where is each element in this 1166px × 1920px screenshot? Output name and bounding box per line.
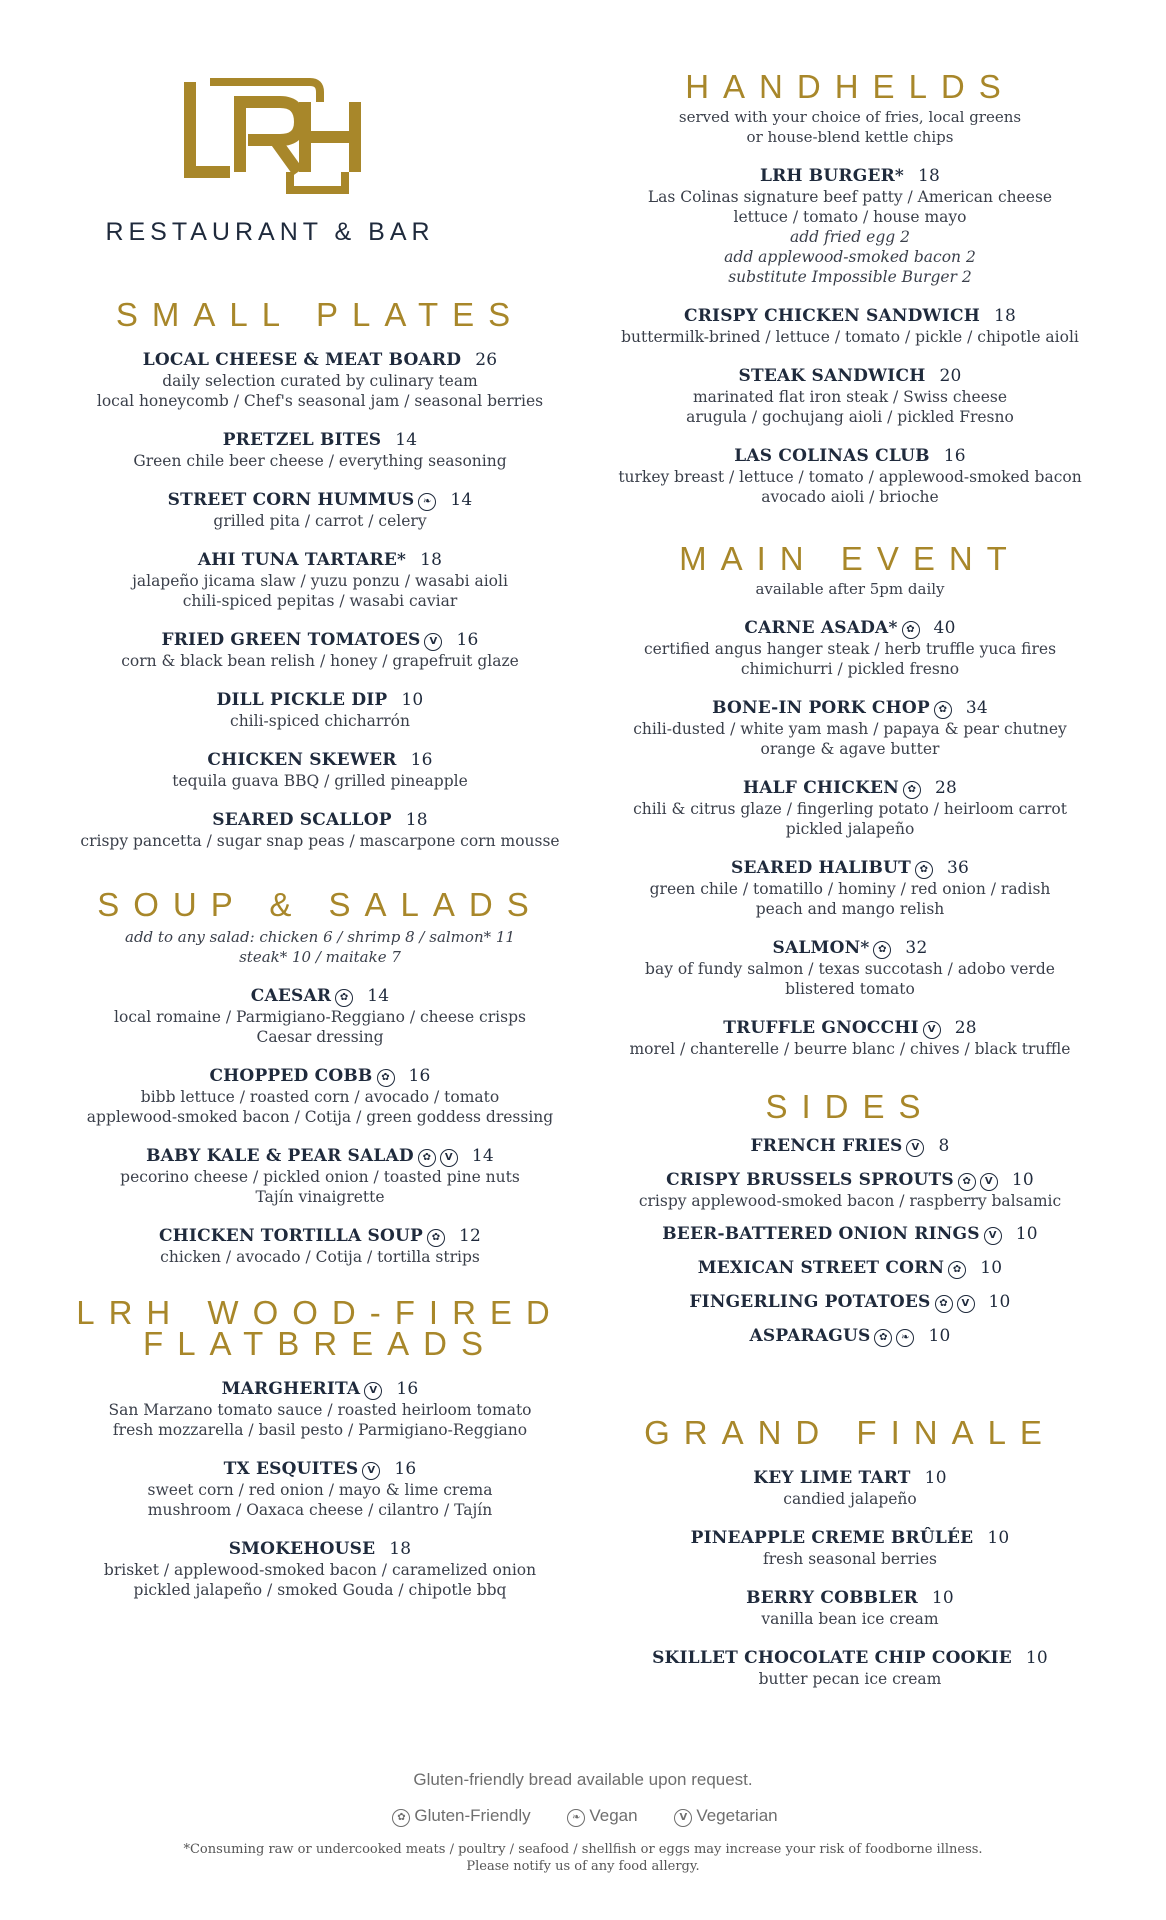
legend-vegetarian-label: Vegetarian bbox=[696, 1806, 778, 1825]
menu-item-description: chicken / avocado / Cotija / tortilla strips bbox=[160, 1248, 480, 1266]
menu-item-header bbox=[600, 1257, 1100, 1279]
menu-item-price: 10 bbox=[924, 1468, 947, 1488]
vegetarian-icon: V bbox=[424, 633, 442, 651]
menu-item-name: STEAK SANDWICH bbox=[738, 366, 926, 386]
menu-item-description: local honeycomb / Chef's seasonal jam / seasonal berries bbox=[96, 392, 544, 410]
gluten-friendly-icon: ✿ bbox=[915, 861, 933, 879]
menu-item-description: jalapeño jicama slaw / yuzu ponzu / wasabi aioli bbox=[132, 572, 508, 590]
menu-item bbox=[60, 985, 580, 1047]
menu-item-description: avocado aioli / brioche bbox=[761, 488, 939, 506]
menu-item-name: PINEAPPLE CREME BRÛLÉE bbox=[690, 1528, 974, 1548]
legend-gf-label: Gluten-Friendly bbox=[414, 1806, 531, 1825]
menu-item bbox=[600, 365, 1100, 427]
menu-item-header bbox=[60, 629, 580, 651]
menu-item-header bbox=[600, 1169, 1100, 1191]
vegetarian-icon: V bbox=[957, 1295, 975, 1313]
main-event-title: MAIN EVENT bbox=[679, 540, 1021, 577]
menu-item-name: SMOKEHOUSE bbox=[228, 1539, 376, 1559]
menu-item-description: chili-spiced pepitas / wasabi caviar bbox=[182, 592, 458, 610]
menu-item-description: tequila guava BBQ / grilled pineapple bbox=[172, 772, 468, 790]
menu-item-description: Las Colinas signature beef patty / American cheese bbox=[647, 188, 1053, 206]
menu-item-description: pickled jalapeño / smoked Gouda / chipotle bbq bbox=[133, 1581, 507, 1599]
allergy-notice: Please notify us of any food allergy. bbox=[466, 1859, 700, 1874]
menu-item-price: 20 bbox=[939, 366, 962, 386]
menu-item-description: peach and mango relish bbox=[755, 900, 945, 918]
vegetarian-icon: V bbox=[980, 1173, 998, 1191]
menu-item-header bbox=[60, 1225, 580, 1247]
menu-item-name: CHOPPED COBB bbox=[209, 1066, 373, 1086]
menu-item bbox=[600, 1291, 1100, 1313]
menu-item-name: SEARED SCALLOP bbox=[212, 810, 392, 830]
menu-item bbox=[600, 857, 1100, 919]
menu-item-addon: add fried egg 2 bbox=[790, 228, 910, 246]
menu-item bbox=[600, 1325, 1100, 1347]
vegetarian-icon: V bbox=[364, 1382, 382, 1400]
gluten-friendly-icon: ✿ bbox=[902, 621, 920, 639]
menu-item-header bbox=[600, 697, 1100, 719]
flatbreads-section bbox=[60, 1296, 580, 1600]
menu-item-header bbox=[60, 985, 580, 1007]
menu-item-description: San Marzano tomato sauce / roasted heirloom tomato bbox=[108, 1401, 532, 1419]
menu-item-price: 12 bbox=[459, 1226, 482, 1246]
menu-item-price: 10 bbox=[931, 1588, 954, 1608]
menu-item-name: CHICKEN SKEWER bbox=[207, 750, 397, 770]
menu-item-name: CHICKEN TORTILLA SOUP bbox=[158, 1226, 424, 1246]
menu-item-header bbox=[60, 549, 580, 571]
menu-item-description: pickled jalapeño bbox=[785, 820, 915, 838]
vegetarian-icon: V bbox=[923, 1021, 941, 1039]
handhelds-sub-1: served with your choice of fries, local greens bbox=[678, 108, 1022, 126]
menu-item-name: CRISPY BRUSSELS SPROUTS bbox=[666, 1170, 954, 1190]
main-event-list bbox=[600, 617, 1100, 1059]
menu-item-price: 18 bbox=[420, 550, 443, 570]
menu-item-name: LRH BURGER* bbox=[759, 166, 905, 186]
menu-item-name: SALMON* bbox=[772, 938, 870, 958]
menu-item bbox=[60, 1378, 580, 1440]
menu-item bbox=[60, 1145, 580, 1207]
grand-finale-list bbox=[600, 1467, 1100, 1689]
menu-item-header bbox=[60, 1378, 580, 1400]
menu-item-header bbox=[60, 349, 580, 371]
menu-item-header bbox=[600, 1467, 1100, 1489]
legend-vegetarian bbox=[670, 1806, 777, 1825]
menu-item bbox=[600, 617, 1100, 679]
menu-item-price: 16 bbox=[394, 1459, 417, 1479]
menu-item-header bbox=[60, 1145, 580, 1167]
menu-item-header bbox=[600, 1135, 1100, 1157]
small-plates-section bbox=[60, 298, 580, 851]
handhelds-list bbox=[600, 165, 1100, 507]
menu-item-description: fresh seasonal berries bbox=[763, 1550, 937, 1568]
handhelds-sub-2: or house-blend kettle chips bbox=[746, 128, 954, 146]
menu-item-name: STREET CORN HUMMUS bbox=[167, 490, 415, 510]
menu-item-price: 34 bbox=[965, 698, 988, 718]
soup-salads-section bbox=[60, 888, 580, 1267]
menu-item-price: 26 bbox=[475, 350, 498, 370]
menu-item-header bbox=[60, 809, 580, 831]
gluten-friendly-icon: ✿ bbox=[377, 1069, 395, 1087]
menu-item-description: corn & black bean relish / honey / grapefruit glaze bbox=[121, 652, 519, 670]
menu-item bbox=[60, 1065, 580, 1127]
menu-item bbox=[600, 1135, 1100, 1157]
menu-item-description: chili-spiced chicharrón bbox=[230, 712, 410, 730]
menu-item-addon: add applewood-smoked bacon 2 bbox=[724, 248, 976, 266]
menu-item-header bbox=[600, 1325, 1100, 1347]
menu-item-description: brisket / applewood-smoked bacon / caramelized onion bbox=[103, 1561, 537, 1579]
menu-item-name: BONE-IN PORK CHOP bbox=[712, 698, 930, 718]
legend-vegan bbox=[563, 1806, 637, 1825]
menu-item-description: grilled pita / carrot / celery bbox=[213, 512, 427, 530]
menu-item-description: buttermilk-brined / lettuce / tomato / pickle / chipotle aioli bbox=[621, 328, 1079, 346]
menu-item bbox=[60, 1538, 580, 1600]
dietary-legend bbox=[0, 1806, 1166, 1827]
menu-item-price: 16 bbox=[410, 750, 433, 770]
menu-item-name: AHI TUNA TARTARE* bbox=[197, 550, 407, 570]
flatbreads-list bbox=[60, 1378, 580, 1600]
menu-item-name: ASPARAGUS bbox=[749, 1326, 871, 1346]
menu-item-name: CAESAR bbox=[250, 986, 332, 1006]
handhelds-title: HANDHELDS bbox=[685, 68, 1015, 105]
menu-item-header bbox=[600, 305, 1100, 327]
menu-item-price: 16 bbox=[408, 1066, 431, 1086]
soup-salads-list bbox=[60, 985, 580, 1267]
sides-section bbox=[600, 1090, 1100, 1347]
menu-item bbox=[60, 749, 580, 791]
menu-item-description: vanilla bean ice cream bbox=[761, 1610, 939, 1628]
menu-item-header bbox=[60, 1538, 580, 1560]
menu-item-name: KEY LIME TART bbox=[753, 1468, 911, 1488]
menu-item bbox=[60, 429, 580, 471]
menu-item-description: arugula / gochujang aioli / pickled Fresno bbox=[686, 408, 1014, 426]
menu-item-description: applewood-smoked bacon / Cotija / green goddess dressing bbox=[86, 1108, 554, 1126]
menu-item-name: TX ESQUITES bbox=[223, 1459, 359, 1479]
menu-item bbox=[600, 305, 1100, 347]
menu-item bbox=[60, 349, 580, 411]
salad-addon-note-2: steak* 10 / maitake 7 bbox=[239, 948, 401, 966]
menu-item-name: HALF CHICKEN bbox=[743, 778, 899, 798]
menu-item-name: BERRY COBBLER bbox=[746, 1588, 918, 1608]
menu-item-price: 10 bbox=[1011, 1170, 1034, 1190]
gluten-friendly-icon: ✿ bbox=[873, 941, 891, 959]
menu-item bbox=[600, 1169, 1100, 1211]
menu-item-header bbox=[600, 365, 1100, 387]
menu-item-name: SKILLET CHOCOLATE CHIP COOKIE bbox=[652, 1648, 1012, 1668]
menu-item-name: DILL PICKLE DIP bbox=[216, 690, 388, 710]
menu-item-description: daily selection curated by culinary team bbox=[162, 372, 478, 390]
menu-item-header bbox=[600, 1291, 1100, 1313]
menu-item-price: 16 bbox=[396, 1379, 419, 1399]
gluten-friendly-icon: ✿ bbox=[427, 1229, 445, 1247]
food-safety-disclaimer: *Consuming raw or undercooked meats / poultry / seafood / shellfish or eggs may increase your risk of foodborne illness. bbox=[183, 1842, 983, 1857]
menu-item-name: BABY KALE & PEAR SALAD bbox=[146, 1146, 414, 1166]
flatbreads-title-line1: LRH WOOD-FIRED bbox=[76, 1294, 564, 1331]
menu-item-price: 18 bbox=[918, 166, 941, 186]
menu-item-description: Caesar dressing bbox=[256, 1028, 384, 1046]
small-plates-list bbox=[60, 349, 580, 851]
vegetarian-icon: V bbox=[674, 1809, 692, 1827]
menu-item-description: candied jalapeño bbox=[783, 1490, 917, 1508]
vegetarian-icon: V bbox=[906, 1139, 924, 1157]
menu-item-header bbox=[600, 1587, 1100, 1609]
menu-item-price: 8 bbox=[938, 1136, 950, 1156]
vegan-icon: ❧ bbox=[418, 493, 436, 511]
menu-item-name: FRENCH FRIES bbox=[750, 1136, 903, 1156]
menu-item-name: FINGERLING POTATOES bbox=[689, 1292, 931, 1312]
menu-item bbox=[600, 165, 1100, 287]
gluten-friendly-icon: ✿ bbox=[392, 1809, 410, 1827]
salad-addon-note: add to any salad: chicken 6 / shrimp 8 / salmon* 11 bbox=[125, 928, 515, 946]
lrh-logo bbox=[170, 72, 370, 202]
sides-list bbox=[600, 1135, 1100, 1347]
menu-item-name: MEXICAN STREET CORN bbox=[697, 1258, 945, 1278]
small-plates-title: SMALL PLATES bbox=[115, 296, 525, 333]
menu-item-name: LOCAL CHEESE & MEAT BOARD bbox=[142, 350, 462, 370]
menu-item-description: orange & agave butter bbox=[760, 740, 940, 758]
soup-salads-title: SOUP & SALADS bbox=[97, 886, 543, 923]
menu-item-description: mushroom / Oaxaca cheese / cilantro / Tajín bbox=[147, 1501, 493, 1519]
menu-item-header bbox=[60, 1065, 580, 1087]
menu-item-price: 10 bbox=[988, 1292, 1011, 1312]
main-event-sub: available after 5pm daily bbox=[755, 580, 945, 598]
menu-item-name: MARGHERITA bbox=[221, 1379, 361, 1399]
menu-item bbox=[600, 697, 1100, 759]
menu-footer bbox=[0, 1770, 1166, 1875]
menu-item-price: 10 bbox=[980, 1258, 1003, 1278]
menu-item-name: TRUFFLE GNOCCHI bbox=[723, 1018, 919, 1038]
menu-item-header bbox=[600, 857, 1100, 879]
menu-item-description: certified angus hanger steak / herb truffle yuca fires bbox=[643, 640, 1057, 658]
gluten-friendly-icon: ✿ bbox=[958, 1173, 976, 1191]
flatbreads-title-line2: FLATBREADS bbox=[143, 1325, 497, 1362]
menu-item bbox=[600, 1017, 1100, 1059]
vegetarian-icon: V bbox=[440, 1149, 458, 1167]
gluten-friendly-icon: ✿ bbox=[335, 989, 353, 1007]
gluten-friendly-icon: ✿ bbox=[934, 701, 952, 719]
menu-item-price: 16 bbox=[943, 446, 966, 466]
vegetarian-icon: V bbox=[984, 1227, 1002, 1245]
menu-item-name: PRETZEL BITES bbox=[222, 430, 382, 450]
sides-title: SIDES bbox=[765, 1088, 935, 1125]
menu-item bbox=[60, 809, 580, 851]
menu-item-price: 10 bbox=[401, 690, 424, 710]
menu-item bbox=[600, 1647, 1100, 1689]
menu-item bbox=[60, 1458, 580, 1520]
menu-item bbox=[600, 1223, 1100, 1245]
menu-item-header bbox=[600, 1223, 1100, 1245]
menu-item-price: 40 bbox=[933, 618, 956, 638]
menu-item bbox=[600, 445, 1100, 507]
menu-item-description: turkey breast / lettuce / tomato / applewood-smoked bacon bbox=[618, 468, 1082, 486]
menu-item bbox=[600, 1467, 1100, 1509]
menu-item-description: chimichurri / pickled fresno bbox=[740, 660, 960, 678]
menu-item bbox=[60, 489, 580, 531]
menu-item-header bbox=[60, 1458, 580, 1480]
menu-item-description: blistered tomato bbox=[785, 980, 915, 998]
menu-item-description: local romaine / Parmigiano-Reggiano / cheese crisps bbox=[114, 1008, 526, 1026]
lrh-logo-mark bbox=[170, 72, 370, 202]
menu-item-description: crispy applewood-smoked bacon / raspberry balsamic bbox=[638, 1192, 1062, 1210]
legend-gluten-friendly bbox=[388, 1806, 530, 1825]
menu-item-header bbox=[60, 489, 580, 511]
menu-item-header bbox=[600, 1647, 1100, 1669]
gluten-friendly-icon: ✿ bbox=[418, 1149, 436, 1167]
menu-item-price: 14 bbox=[367, 986, 390, 1006]
menu-item-description: marinated flat iron steak / Swiss cheese bbox=[692, 388, 1007, 406]
menu-item-header bbox=[600, 445, 1100, 467]
vegan-icon: ❧ bbox=[896, 1329, 914, 1347]
menu-item-description: fresh mozzarella / basil pesto / Parmigiano-Reggiano bbox=[112, 1421, 528, 1439]
menu-item-description: chili-dusted / white yam mash / papaya & pear chutney bbox=[633, 720, 1067, 738]
menu-item-price: 18 bbox=[405, 810, 428, 830]
menu-item-description: lettuce / tomato / house mayo bbox=[733, 208, 967, 226]
menu-item-description: chili & citrus glaze / fingerling potato / heirloom carrot bbox=[633, 800, 1067, 818]
legend-vegan-label: Vegan bbox=[589, 1806, 638, 1825]
menu-item-header bbox=[600, 165, 1100, 187]
menu-item-price: 36 bbox=[946, 858, 970, 878]
menu-item-price: 10 bbox=[928, 1326, 951, 1346]
menu-item bbox=[60, 549, 580, 611]
menu-item-header bbox=[60, 689, 580, 711]
menu-item-description: green chile / tomatillo / hominy / red onion / radish bbox=[649, 880, 1051, 898]
menu-item bbox=[60, 629, 580, 671]
menu-item bbox=[60, 689, 580, 731]
menu-item-description: pecorino cheese / pickled onion / toasted pine nuts bbox=[120, 1168, 520, 1186]
menu-item-price: 18 bbox=[389, 1539, 412, 1559]
menu-item-price: 14 bbox=[395, 430, 418, 450]
main-event-section bbox=[600, 542, 1100, 1059]
menu-item bbox=[600, 1257, 1100, 1279]
menu-item-price: 10 bbox=[987, 1528, 1010, 1548]
menu-item-name: SEARED HALIBUT bbox=[730, 858, 911, 878]
menu-item bbox=[600, 777, 1100, 839]
gluten-friendly-icon: ✿ bbox=[903, 781, 921, 799]
grand-finale-section bbox=[600, 1416, 1100, 1689]
menu-item-description: sweet corn / red onion / mayo & lime crema bbox=[147, 1481, 493, 1499]
gluten-friendly-icon: ✿ bbox=[874, 1329, 892, 1347]
menu-item-addon: substitute Impossible Burger 2 bbox=[728, 268, 972, 286]
vegetarian-icon: V bbox=[362, 1462, 380, 1480]
menu-item-name: FRIED GREEN TOMATOES bbox=[161, 630, 421, 650]
menu-item-price: 10 bbox=[1015, 1224, 1038, 1244]
menu-item-name: LAS COLINAS CLUB bbox=[734, 446, 930, 466]
menu-item bbox=[600, 1527, 1100, 1569]
menu-item-header bbox=[600, 937, 1100, 959]
menu-item-name: BEER-BATTERED ONION RINGS bbox=[662, 1224, 980, 1244]
menu-item-header bbox=[60, 749, 580, 771]
menu-item bbox=[600, 937, 1100, 999]
vegan-icon: ❧ bbox=[567, 1809, 585, 1827]
menu-item-price: 14 bbox=[471, 1146, 494, 1166]
menu-item-header bbox=[600, 617, 1100, 639]
menu-item-description: Tajín vinaigrette bbox=[255, 1188, 385, 1206]
menu-item-price: 16 bbox=[456, 630, 479, 650]
menu-item-price: 28 bbox=[934, 778, 957, 798]
grand-finale-title: GRAND FINALE bbox=[644, 1414, 1056, 1451]
restaurant-subtitle: RESTAURANT & BAR bbox=[105, 218, 435, 246]
menu-item-description: crispy pancetta / sugar snap peas / mascarpone corn mousse bbox=[80, 832, 560, 850]
menu-item-header bbox=[60, 429, 580, 451]
menu-item-description: bibb lettuce / roasted corn / avocado / tomato bbox=[140, 1088, 500, 1106]
menu-item-description: Green chile beer cheese / everything seasoning bbox=[133, 452, 507, 470]
menu-item-description: morel / chanterelle / beurre blanc / chives / black truffle bbox=[629, 1040, 1071, 1058]
menu-item-price: 32 bbox=[905, 938, 928, 958]
gluten-friendly-icon: ✿ bbox=[948, 1261, 966, 1279]
menu-item-price: 18 bbox=[993, 306, 1017, 326]
menu-item-header bbox=[600, 777, 1100, 799]
menu-item-header bbox=[600, 1527, 1100, 1549]
menu-item bbox=[600, 1587, 1100, 1629]
menu-item-header bbox=[600, 1017, 1100, 1039]
menu-item-description: butter pecan ice cream bbox=[758, 1670, 942, 1688]
menu-item-name: CARNE ASADA* bbox=[744, 618, 898, 638]
menu-item-price: 28 bbox=[954, 1018, 977, 1038]
gluten-friendly-icon: ✿ bbox=[935, 1295, 953, 1313]
menu-item-price: 14 bbox=[450, 490, 473, 510]
handhelds-section bbox=[600, 70, 1100, 507]
menu-item-price: 10 bbox=[1025, 1648, 1048, 1668]
menu-item-description: bay of fundy salmon / texas succotash / adobo verde bbox=[645, 960, 1055, 978]
gluten-bread-note: Gluten-friendly bread available upon request. bbox=[413, 1770, 753, 1789]
menu-item bbox=[60, 1225, 580, 1267]
menu-item-name: CRISPY CHICKEN SANDWICH bbox=[683, 306, 980, 326]
